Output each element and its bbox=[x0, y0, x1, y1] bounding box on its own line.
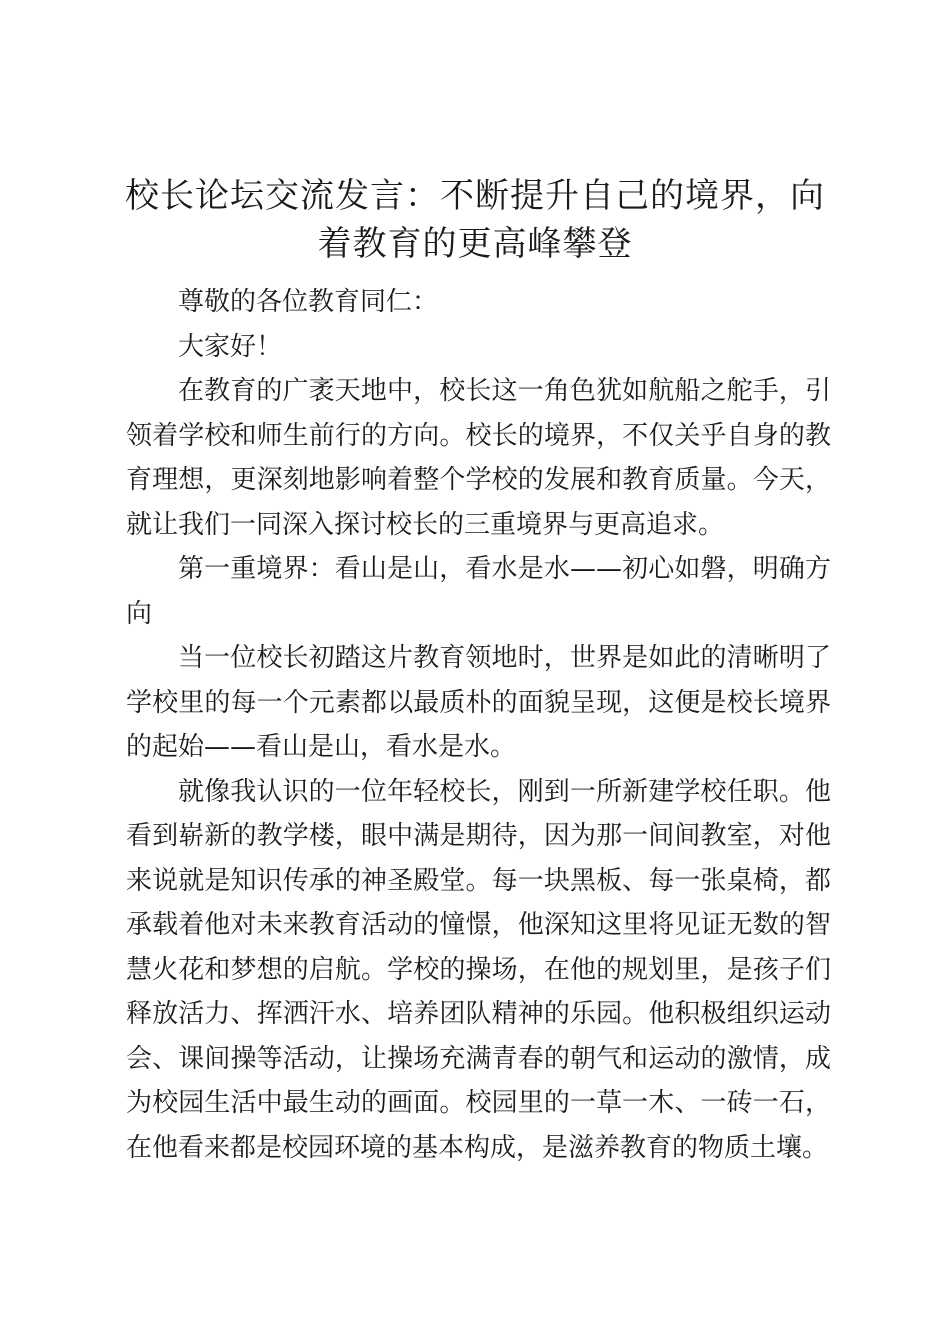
paragraph-greeting: 大家好！ bbox=[178, 331, 283, 362]
document-title: 校长论坛交流发言：不断提升自己的境界，向着教育的更高峰攀登 bbox=[125, 176, 825, 264]
paragraph-example: 就像我认识的一位年轻校长，刚到一所新建学校任职。他看到崭新的教学楼，眼中满是期待，因为那一间间教室，对他来说就是知识传承的神圣殿堂。每一块黑板、每一张桌椅，都承载着他对未来教育活动的憧憬，他深知这里将见证无数的智慧火花和梦想的启航。学校的操场，在他的规划里，是孩子们释放活力、挥洒汗水、培养团队精神的乐园。他积极组织运动会、课间操等活动，让操场充满青春的朝气和运动的激情，成为校园生活中最生动的画面。校园里的一草一木、一砖一石，在他看来都是校园环境的基本构成，是滋养教育的物质土壤。 bbox=[126, 776, 831, 1163]
paragraph-first-realm: 当一位校长初踏这片教育领地时，世界是如此的清晰明了学校里的每一个元素都以最质朴的面貌呈现，这便是校长境界的起始——看山是山，看水是水。 bbox=[126, 643, 831, 762]
paragraph-section-heading: 第一重境界：看山是山，看水是水——初心如磐，明确方向 bbox=[126, 554, 831, 629]
document-body bbox=[126, 280, 831, 1170]
paragraph-salutation: 尊敬的各位教育同仁： bbox=[178, 287, 439, 317]
paragraph-intro: 在教育的广袤天地中，校长这一角色犹如航船之舵手，引领着学校和师生前行的方向。校长的境界，不仅关乎自身的教育理想，更深刻地影响着整个学校的发展和教育质量。今天，就让我们一同深入探讨校长的三重境界与更高追求。 bbox=[126, 376, 831, 540]
